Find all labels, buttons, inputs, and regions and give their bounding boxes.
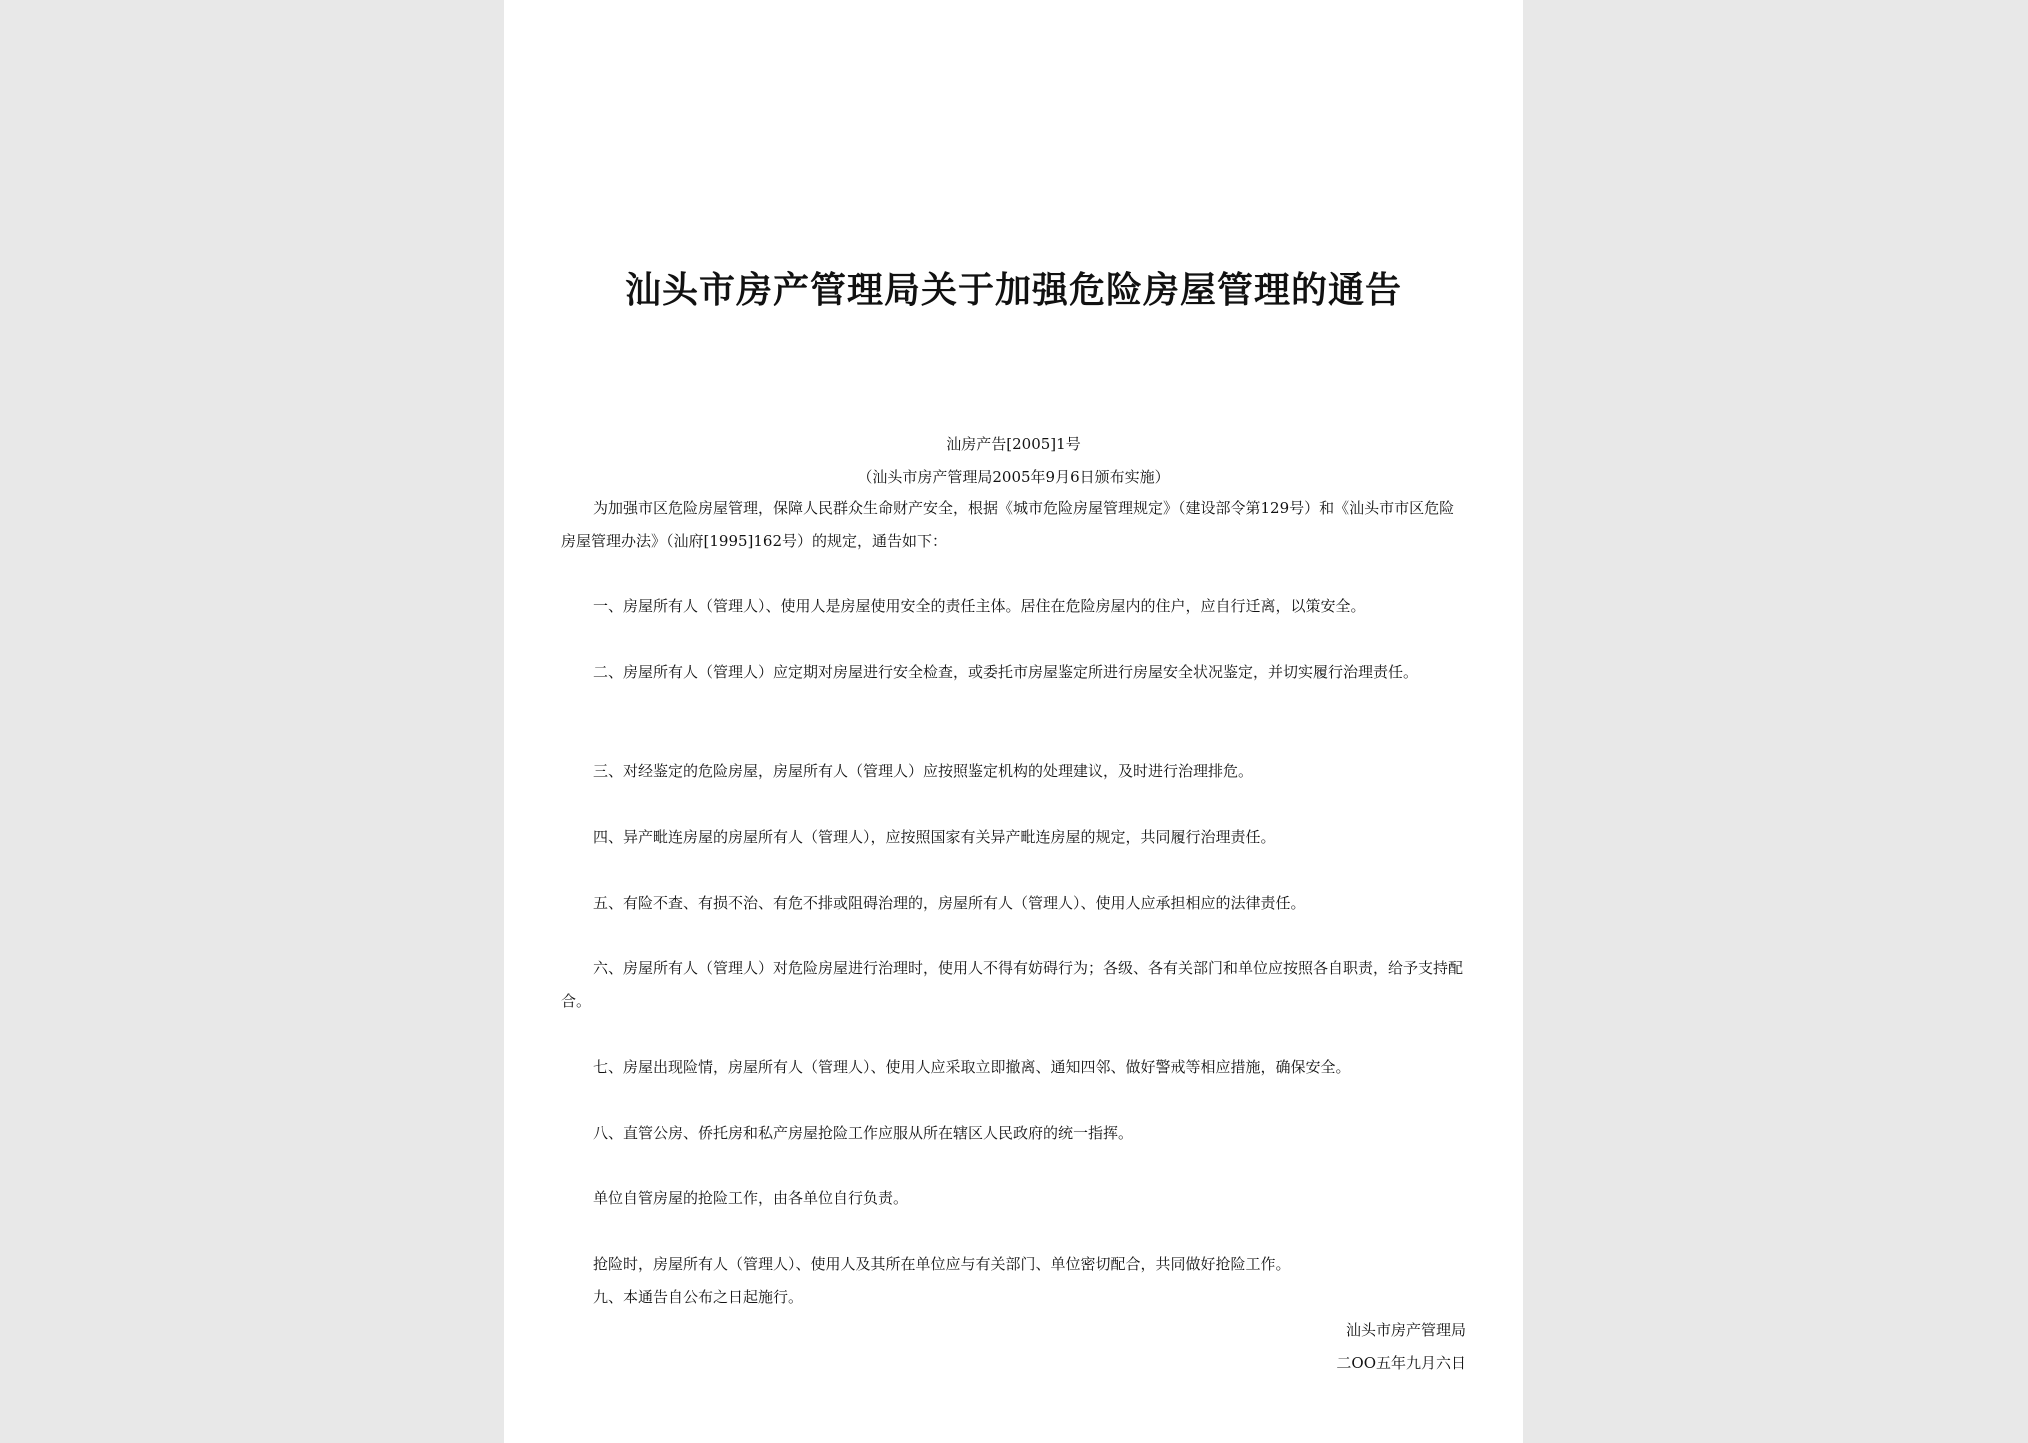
item-6: 六、房屋所有人（管理人）对危险房屋进行治理时，使用人不得有妨碍行为；各级、各有关部门和单位应按照各自职责，给予支持配合。 <box>561 959 1464 1010</box>
document-page <box>504 0 1523 1443</box>
item-4: 四、异产毗连房屋的房屋所有人（管理人），应按照国家有关异产毗连房屋的规定，共同履行治理责任。 <box>593 828 1276 846</box>
item-8-note-1: 单位自管房屋的抢险工作，由各单位自行负责。 <box>593 1189 909 1207</box>
issue-note: （汕头市房产管理局2005年9月6日颁布实施） <box>857 468 1170 486</box>
item-8-note-2: 抢险时，房屋所有人（管理人）、使用人及其所在单位应与有关部门、单位密切配合，共同做好抢险工作。 <box>593 1255 1291 1273</box>
document-title: 汕头市房产管理局关于加强危险房屋管理的通告 <box>624 270 1402 311</box>
item-2: 二、房屋所有人（管理人）应定期对房屋进行安全检查，或委托市房屋鉴定所进行房屋安全状况鉴定，并切实履行治理责任。 <box>593 663 1419 681</box>
item-8: 八、直管公房、侨托房和私产房屋抢险工作应服从所在辖区人民政府的统一指挥。 <box>593 1124 1134 1142</box>
item-3: 三、对经鉴定的危险房屋，房屋所有人（管理人）应按照鉴定机构的处理建议，及时进行治理排危。 <box>593 762 1254 780</box>
item-1: 一、房屋所有人（管理人）、使用人是房屋使用安全的责任主体。居住在危险房屋内的住户，应自行迁离，以策安全。 <box>593 597 1366 615</box>
item-5: 五、有险不查、有损不治、有危不排或阻碍治理的，房屋所有人（管理人）、使用人应承担相应的法律责任。 <box>593 894 1306 912</box>
signature-organization: 汕头市房产管理局 <box>1345 1321 1466 1339</box>
signature-date: 二OO五年九月六日 <box>1336 1354 1466 1372</box>
item-7: 七、房屋出现险情，房屋所有人（管理人）、使用人应采取立即撤离、通知四邻、做好警戒等相应措施，确保安全。 <box>593 1058 1351 1076</box>
document-number: 汕房产告[2005]1号 <box>946 435 1081 453</box>
item-9: 九、本通告自公布之日起施行。 <box>593 1288 804 1306</box>
intro-paragraph: 为加强市区危险房屋管理，保障人民群众生命财产安全，根据《城市危险房屋管理规定》（建设部令第129号）和《汕头市市区危险房屋管理办法》（汕府[1995]162号）的规定，通告如下： <box>561 499 1455 550</box>
